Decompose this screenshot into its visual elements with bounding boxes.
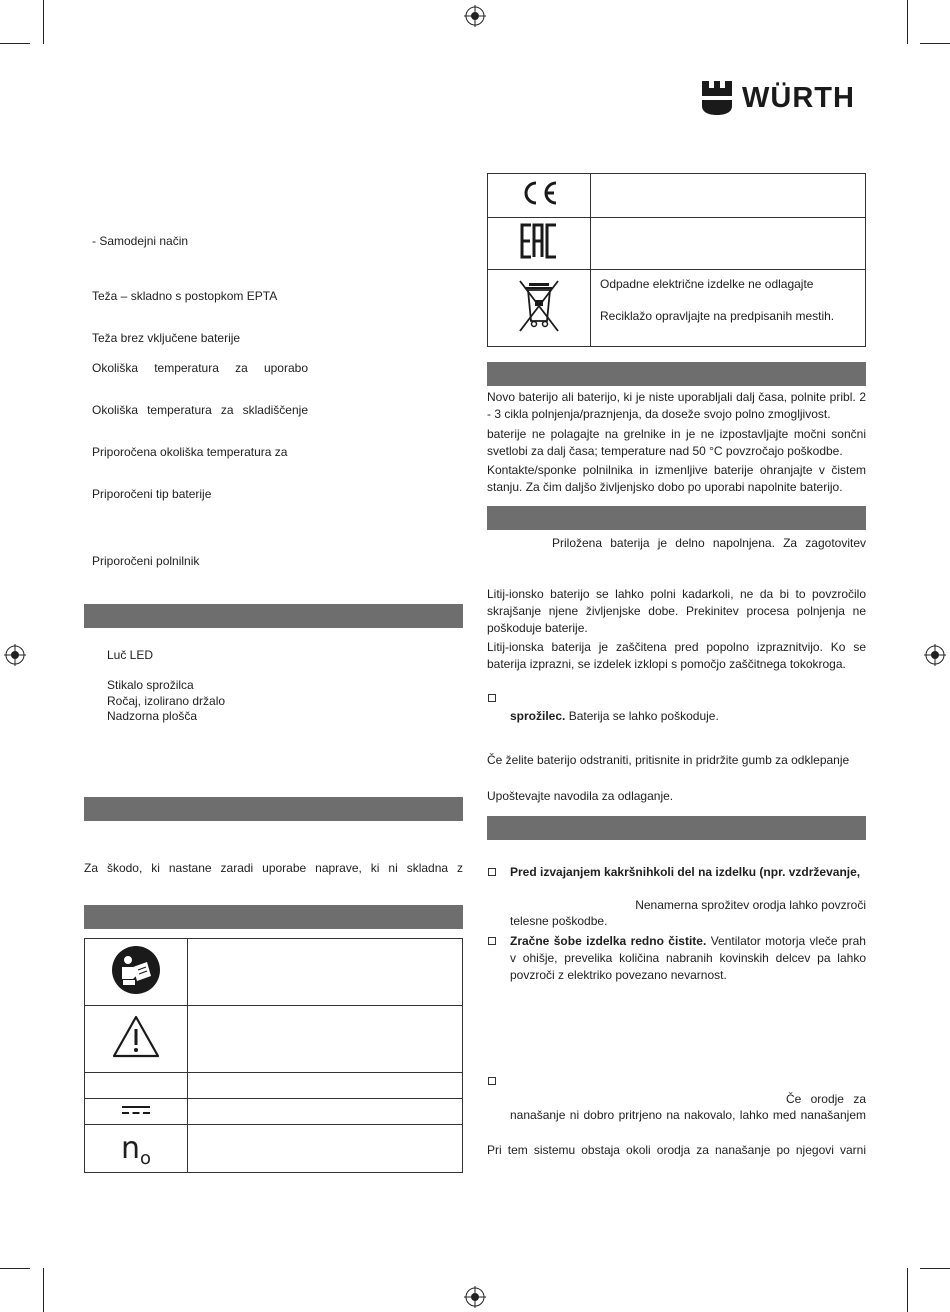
- spec-label: Priporočena okoliška temperatura za: [92, 445, 288, 459]
- brand-name: WÜRTH: [742, 82, 855, 114]
- symbol-row: [85, 939, 463, 1006]
- mark-description: [591, 174, 866, 218]
- eac-mark-icon: [520, 223, 558, 259]
- section-header-bar: [84, 905, 463, 929]
- battery-paragraph: Novo baterijo ali baterijo, ki je niste uporabljali dalj časa, polnite pribl. 2 - 3 cikla polnjenja/praznjenja, da doseže svojo polno zmogljivost.: [487, 390, 866, 421]
- spec-label: Teža – skladno s postopkom EPTA: [92, 289, 278, 303]
- crop-mark: [907, 1268, 908, 1312]
- liability-text: Za škodo, ki nastane zaradi uporabe naprave, ki ni skladna z: [84, 861, 463, 875]
- component-item: Stikalo sprožilca: [107, 678, 194, 692]
- symbol-description: [188, 1006, 463, 1073]
- mark-row: [488, 174, 866, 218]
- vent-paragraph: Zračne šobe izdelka redno čistite. Ventilator motorja vleče prah v ohišje, prevelika količina nabranih kovinskih delcev pa lahko povzroči z elektriko povezano nevarnost.: [510, 934, 866, 982]
- section-header-bar: [84, 604, 463, 628]
- section-header-bar: [487, 506, 866, 530]
- crop-mark: [43, 0, 44, 44]
- maintenance-text: Nenamerna sprožitev orodja lahko povzroči: [635, 898, 866, 912]
- spec-label: Okoliška temperatura za uporabo: [92, 361, 308, 375]
- spec-label: Priporočeni polnilnik: [92, 554, 200, 568]
- crop-mark: [43, 1268, 44, 1312]
- crop-mark: [907, 0, 908, 44]
- symbol-cell: [85, 1073, 188, 1099]
- mark-row: [488, 270, 866, 347]
- spec-label: Priporočeni tip baterije: [92, 487, 212, 501]
- mark-description: Odpadne električne izdelke ne odlagajte Reciklažo opravljajte na predpisanih mestih.: [591, 270, 866, 347]
- liion-paragraph: Litij-ionska baterija je zaščitena pred popolno izpraznitvijo. Ko se baterija izprazni, se izdelek izklopi s pomočjo zaščitnega tokokroga.: [487, 640, 866, 671]
- crop-mark: [0, 43, 30, 44]
- remove-battery-text: Če želite baterijo odstraniti, pritisnite in pridržite gumb za odklepanje: [487, 753, 850, 767]
- crop-mark: [920, 1268, 950, 1269]
- charging-text: Priložena baterija je delno napolnjena. Za zagotovitev: [552, 536, 866, 550]
- symbols-table: [84, 938, 463, 1173]
- maintenance-warning: Pred izvajanjem kakršnihkoli del na izdelku (npr. vzdrževanje,: [510, 865, 861, 879]
- component-item: Luč LED: [107, 648, 154, 662]
- mark-row: [488, 218, 866, 270]
- liion-paragraph: Litij-ionsko baterijo se lahko polni kadarkoli, ne da bi to povzročilo skrajšanje njene življenjske dobe. Prekinitev procesa polnjenja ne poškoduje baterije.: [487, 587, 866, 635]
- component-item: Nadzorna plošča: [107, 709, 198, 723]
- checkbox-bullet: [488, 1077, 496, 1085]
- section-header-bar: [487, 816, 866, 840]
- checkbox-bullet: [488, 937, 496, 945]
- crossed-bin-icon: [515, 275, 563, 337]
- symbol-row: [85, 1073, 463, 1099]
- registration-mark-icon: [464, 1286, 486, 1308]
- maintenance-text: telesne poškodbe.: [510, 914, 608, 928]
- no-load-speed-icon: no: [85, 1125, 188, 1173]
- checkbox-bullet: [488, 694, 496, 702]
- read-manual-icon: [111, 945, 161, 995]
- crop-mark: [920, 43, 950, 44]
- spec-label: - Samodejni način: [92, 234, 189, 248]
- marks-table: [487, 173, 866, 347]
- wurth-logo: [700, 79, 870, 117]
- warning-triangle-icon: [111, 1014, 161, 1060]
- symbol-row: [85, 1125, 463, 1173]
- registration-mark-icon: [924, 644, 946, 666]
- section-header-bar: [84, 797, 463, 821]
- checkbox-bullet: [488, 868, 496, 876]
- mark-description: [591, 218, 866, 270]
- anvil-text: nanašanje ni dobro pritrjeno na nakovalo, lahko med nanašanjem: [510, 1108, 866, 1122]
- ce-mark-icon: [519, 179, 559, 207]
- symbol-row: [85, 1099, 463, 1125]
- wurth-logo-icon: [700, 79, 734, 117]
- symbol-description: [188, 939, 463, 1006]
- disposal-note: Upoštevajte navodila za odlaganje.: [487, 789, 674, 803]
- trigger-warning: sprožilec. Baterija se lahko poškoduje.: [510, 709, 719, 723]
- battery-paragraph: Kontakte/sponke polnilnika in izmenljive baterije ohranjajte v čistem stanju. Za čim daljšo življenjsko dobo po uporabi napolnite baterijo.: [487, 463, 866, 494]
- component-item: Ročaj, izolirano držalo: [107, 694, 226, 708]
- system-text: Pri tem sistemu obstaja okoli orodja za nanašanje po njegovi varni: [487, 1143, 866, 1157]
- anvil-text: Če orodje za: [785, 1092, 866, 1106]
- direct-current-icon: [121, 1104, 151, 1116]
- symbol-description: [188, 1125, 463, 1173]
- registration-mark-icon: [4, 644, 26, 666]
- crop-mark: [0, 1268, 30, 1269]
- symbol-description: [188, 1073, 463, 1099]
- spec-label: Okoliška temperatura za skladiščenje: [92, 403, 308, 417]
- symbol-row: [85, 1006, 463, 1073]
- section-header-bar: [487, 362, 866, 386]
- spec-label: Teža brez vključene baterije: [92, 331, 241, 345]
- registration-mark-icon: [464, 5, 486, 27]
- battery-paragraph: baterije ne polagajte na grelnike in je ne izpostavljajte močni sončni svetlobi za dalj časa; temperature nad 50 °C povzročajo poškodbe.: [487, 427, 866, 458]
- symbol-description: [188, 1099, 463, 1125]
